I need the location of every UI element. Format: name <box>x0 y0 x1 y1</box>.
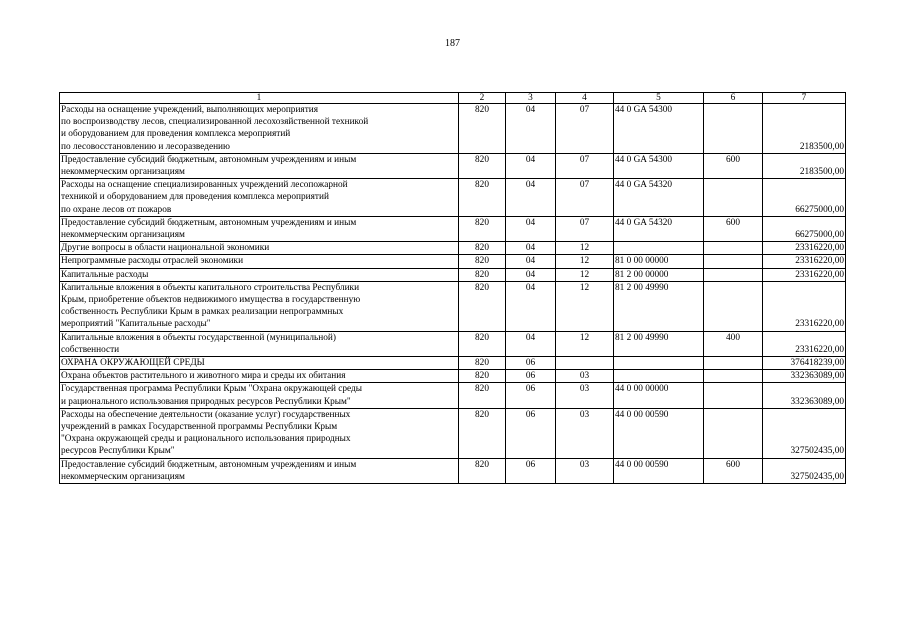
table-body <box>60 104 846 484</box>
header-cell-6: 6 <box>704 93 763 104</box>
row-section-cell: 06 <box>506 370 556 383</box>
row-target-article-cell <box>614 242 704 255</box>
row-subsection-cell <box>556 357 614 370</box>
table-row <box>60 153 846 178</box>
row-name-cell: ОХРАНА ОКРУЖАЮЩЕЙ СРЕДЫ <box>60 357 459 370</box>
row-name-cell: Охрана объектов растительного и животного мира и среды их обитания <box>60 370 459 383</box>
table-row <box>60 242 846 255</box>
row-section-cell: 06 <box>506 458 556 483</box>
row-expense-type-cell <box>704 104 763 154</box>
row-target-article-cell: 44 0 00 00590 <box>614 408 704 458</box>
row-target-article-cell: 44 0 00 00590 <box>614 458 704 483</box>
row-name-cell: Расходы на обеспечение деятельности (оказание услуг) государственных учреждений в рамках Государственной программы Республики Крым "Охрана окружающей среды и рационального использования природных ресурсов Республики Крым" <box>60 408 459 458</box>
row-section-cell: 04 <box>506 179 556 217</box>
table-row <box>60 281 846 331</box>
row-name-cell: Предоставление субсидий бюджетным, автономным учреждениям и иным некоммерческим организациям <box>60 216 459 241</box>
row-name-cell: Расходы на оснащение специализированных учреждений лесопожарной техникой и оборудованием для проведения комплекса мероприятий по охране лесов от пожаров <box>60 179 459 217</box>
table-row <box>60 268 846 281</box>
row-expense-type-cell <box>704 408 763 458</box>
row-expense-type-cell <box>704 179 763 217</box>
row-subsection-cell: 12 <box>556 268 614 281</box>
row-admin-code-cell: 820 <box>459 370 506 383</box>
row-amount-cell: 23316220,00 <box>763 255 846 268</box>
row-name-cell: Предоставление субсидий бюджетным, автономным учреждениям и иным некоммерческим организациям <box>60 458 459 483</box>
row-target-article-cell <box>614 357 704 370</box>
row-admin-code-cell: 820 <box>459 383 506 408</box>
row-expense-type-cell <box>704 268 763 281</box>
row-amount-cell: 332363089,00 <box>763 383 846 408</box>
row-amount-cell: 376418239,00 <box>763 357 846 370</box>
row-target-article-cell <box>614 370 704 383</box>
row-section-cell: 06 <box>506 357 556 370</box>
header-cell-2: 2 <box>459 93 506 104</box>
row-subsection-cell: 12 <box>556 255 614 268</box>
row-expense-type-cell: 400 <box>704 331 763 356</box>
row-subsection-cell: 12 <box>556 281 614 331</box>
row-admin-code-cell: 820 <box>459 268 506 281</box>
table-row <box>60 216 846 241</box>
row-admin-code-cell: 820 <box>459 179 506 217</box>
header-cell-5: 5 <box>614 93 704 104</box>
row-target-article-cell: 44 0 00 00000 <box>614 383 704 408</box>
row-subsection-cell: 07 <box>556 179 614 217</box>
row-expense-type-cell: 600 <box>704 216 763 241</box>
row-admin-code-cell: 820 <box>459 153 506 178</box>
table-row <box>60 179 846 217</box>
row-amount-cell: 2183500,00 <box>763 104 846 154</box>
table-row <box>60 383 846 408</box>
row-subsection-cell: 07 <box>556 216 614 241</box>
row-amount-cell: 23316220,00 <box>763 281 846 331</box>
row-section-cell: 06 <box>506 383 556 408</box>
budget-table <box>59 92 846 484</box>
row-amount-cell: 332363089,00 <box>763 370 846 383</box>
row-admin-code-cell: 820 <box>459 242 506 255</box>
row-section-cell: 04 <box>506 331 556 356</box>
row-name-cell: Капитальные вложения в объекты капитального строительства Республики Крым, приобретение объектов недвижимого имущества в государственную собственность Республики Крым в рамках реализации непрограммных мероприятий "Капитальные расходы" <box>60 281 459 331</box>
row-admin-code-cell: 820 <box>459 281 506 331</box>
row-target-article-cell: 81 2 00 49990 <box>614 281 704 331</box>
row-target-article-cell: 44 0 GA 54320 <box>614 216 704 241</box>
row-expense-type-cell <box>704 255 763 268</box>
row-admin-code-cell: 820 <box>459 331 506 356</box>
row-expense-type-cell <box>704 383 763 408</box>
row-name-cell: Государственная программа Республики Крым "Охрана окружающей среды и рационального использования природных ресурсов Республики Крым" <box>60 383 459 408</box>
row-subsection-cell: 03 <box>556 408 614 458</box>
row-amount-cell: 23316220,00 <box>763 331 846 356</box>
row-subsection-cell: 03 <box>556 370 614 383</box>
row-section-cell: 04 <box>506 268 556 281</box>
row-subsection-cell: 07 <box>556 104 614 154</box>
row-amount-cell: 327502435,00 <box>763 458 846 483</box>
row-name-cell: Расходы на оснащение учреждений, выполняющих мероприятия по воспроизводству лесов, специализированной лесохозяйственной техникой и оборудованием для проведения комплекса мероприятий по лесовосстановлению и лесоразведению <box>60 104 459 154</box>
row-target-article-cell: 44 0 GA 54300 <box>614 153 704 178</box>
row-subsection-cell: 03 <box>556 383 614 408</box>
row-amount-cell: 23316220,00 <box>763 268 846 281</box>
header-row <box>60 93 846 104</box>
row-amount-cell: 327502435,00 <box>763 408 846 458</box>
row-section-cell: 04 <box>506 104 556 154</box>
row-subsection-cell: 07 <box>556 153 614 178</box>
row-admin-code-cell: 820 <box>459 458 506 483</box>
row-name-cell: Капитальные вложения в объекты государственной (муниципальной) собственности <box>60 331 459 356</box>
header-cell-3: 3 <box>506 93 556 104</box>
row-section-cell: 04 <box>506 242 556 255</box>
row-admin-code-cell: 820 <box>459 216 506 241</box>
row-target-article-cell: 81 2 00 00000 <box>614 268 704 281</box>
row-name-cell: Другие вопросы в области национальной экономики <box>60 242 459 255</box>
row-amount-cell: 66275000,00 <box>763 179 846 217</box>
row-amount-cell: 66275000,00 <box>763 216 846 241</box>
table-row <box>60 408 846 458</box>
table-row <box>60 331 846 356</box>
row-amount-cell: 23316220,00 <box>763 242 846 255</box>
row-target-article-cell: 44 0 GA 54320 <box>614 179 704 217</box>
row-expense-type-cell <box>704 370 763 383</box>
row-subsection-cell: 12 <box>556 331 614 356</box>
row-name-cell: Непрограммные расходы отраслей экономики <box>60 255 459 268</box>
table-row <box>60 357 846 370</box>
row-section-cell: 04 <box>506 216 556 241</box>
row-subsection-cell: 03 <box>556 458 614 483</box>
row-amount-cell: 2183500,00 <box>763 153 846 178</box>
row-name-cell: Предоставление субсидий бюджетным, автономным учреждениям и иным некоммерческим организациям <box>60 153 459 178</box>
row-target-article-cell: 81 2 00 49990 <box>614 331 704 356</box>
row-admin-code-cell: 820 <box>459 104 506 154</box>
row-expense-type-cell: 600 <box>704 153 763 178</box>
row-section-cell: 04 <box>506 281 556 331</box>
row-expense-type-cell <box>704 281 763 331</box>
table-row <box>60 458 846 483</box>
row-section-cell: 06 <box>506 408 556 458</box>
row-admin-code-cell: 820 <box>459 357 506 370</box>
header-cell-1: 1 <box>60 93 459 104</box>
row-admin-code-cell: 820 <box>459 408 506 458</box>
header-cell-4: 4 <box>556 93 614 104</box>
row-expense-type-cell <box>704 357 763 370</box>
row-subsection-cell: 12 <box>556 242 614 255</box>
page-number: 187 <box>445 38 460 49</box>
row-name-cell: Капитальные расходы <box>60 268 459 281</box>
row-target-article-cell: 44 0 GA 54300 <box>614 104 704 154</box>
table-row <box>60 255 846 268</box>
row-section-cell: 04 <box>506 153 556 178</box>
row-admin-code-cell: 820 <box>459 255 506 268</box>
header-cell-7: 7 <box>763 93 846 104</box>
table-row <box>60 370 846 383</box>
row-section-cell: 04 <box>506 255 556 268</box>
row-target-article-cell: 81 0 00 00000 <box>614 255 704 268</box>
table-row <box>60 104 846 154</box>
row-expense-type-cell: 600 <box>704 458 763 483</box>
row-expense-type-cell <box>704 242 763 255</box>
